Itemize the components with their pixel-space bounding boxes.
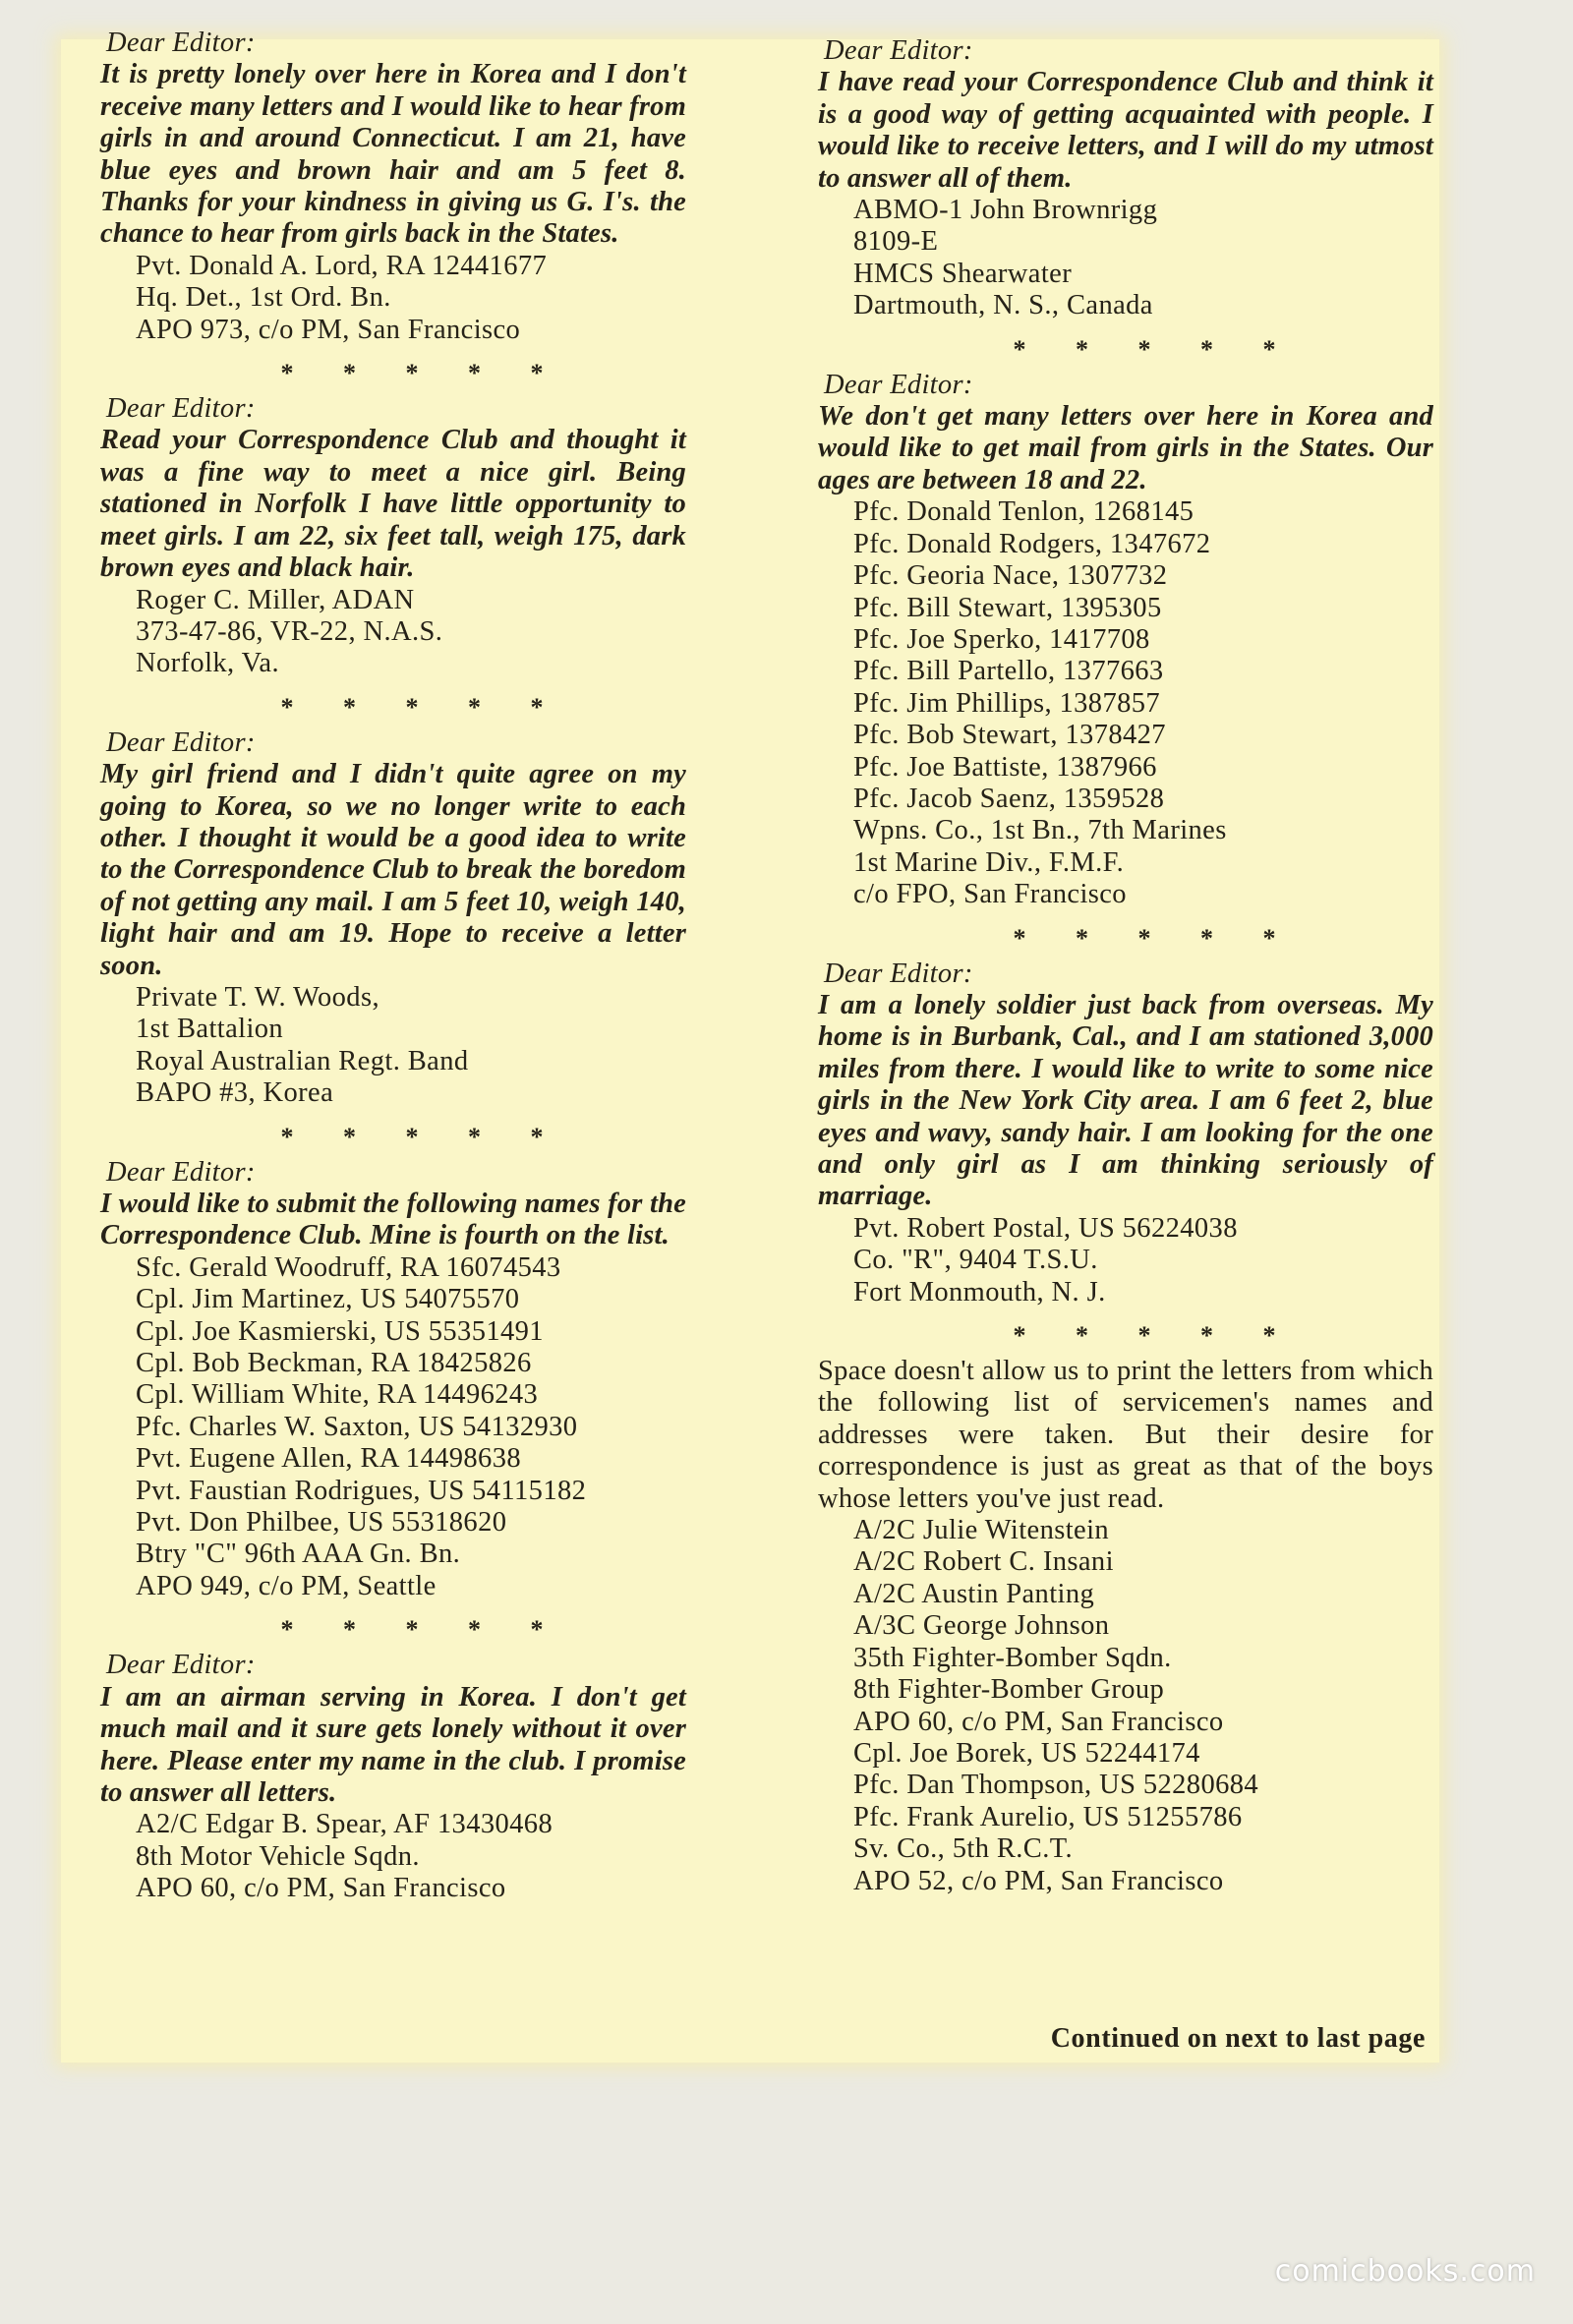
address-line: 1st Battalion (136, 1014, 284, 1045)
address-line: Cpl. Joe Kasmierski, US 55351491 (136, 1315, 544, 1347)
address-block (100, 585, 686, 680)
letter-body: My girl friend and I didn't quite agree on my going to Korea, so we no longer write to each other. I thought it would be a good idea to write to the Correspondence Club to break the boredom of not getting any mail. I am 5 feet 10, weigh 140, light hair and am 19. Hope to receive a letter soon. (100, 759, 686, 981)
right-column (818, 35, 1433, 1897)
salutation: Dear Editor: (106, 393, 256, 425)
address-line: Hq. Det., 1st Ord. Bn. (136, 282, 391, 314)
letter (100, 1650, 686, 1904)
address-line: Co. "R", 9404 T.S.U. (853, 1245, 1098, 1276)
address-line: Dartmouth, N. S., Canada (853, 290, 1153, 321)
address-line: 373-47-86, VR-22, N.A.S. (136, 615, 443, 647)
address-line: Cpl. William White, RA 14496243 (136, 1379, 539, 1411)
address-line: Pfc. Jim Phillips, 1387857 (853, 687, 1161, 719)
separator: * * * * * (280, 1122, 565, 1151)
address-line: c/o FPO, San Francisco (853, 879, 1127, 910)
address-line: Pfc. Bill Stewart, 1395305 (853, 592, 1162, 623)
address-line: 35th Fighter-Bomber Sqdn. (853, 1642, 1172, 1673)
salutation: Dear Editor: (106, 1650, 256, 1681)
address-line: A/2C Austin Panting (853, 1578, 1095, 1609)
address-block (818, 1213, 1433, 1308)
address-line: APO 52, c/o PM, San Francisco (853, 1865, 1224, 1896)
address-line: APO 973, c/o PM, San Francisco (136, 314, 521, 345)
address-line: Roger C. Miller, ADAN (136, 584, 415, 615)
editor-note: Space doesn't allow us to print the letters from which the following list of servicemen's names and addresses were taken. But their desire for correspondence is just as great as that of the boys whose letters you've just read. (818, 1356, 1433, 1514)
address-line: Cpl. Joe Borek, US 52244174 (853, 1737, 1200, 1769)
address-line: Pfc. Bob Stewart, 1378427 (853, 720, 1166, 751)
address-line: Fort Monmouth, N. J. (853, 1276, 1106, 1307)
address-block (818, 1515, 1433, 1897)
letter-body: I have read your Correspondence Club and think it is a good way of getting acquainted with people. I would like to receive letters, and I will do my utmost to answer all of them. (818, 67, 1433, 194)
salutation: Dear Editor: (824, 35, 973, 66)
address-line: Royal Australian Regt. Band (136, 1045, 469, 1076)
address-line: 1st Marine Div., F.M.F. (853, 846, 1125, 878)
address-line: APO 60, c/o PM, San Francisco (853, 1706, 1224, 1737)
address-block (818, 496, 1433, 910)
continued-note: Continued on next to last page (1050, 2023, 1426, 2054)
site-watermark: comicbooks.com (1274, 2254, 1536, 2289)
separator: * * * * * (1013, 923, 1298, 953)
address-line: Pfc. Joe Sperko, 1417708 (853, 623, 1150, 655)
letter (818, 959, 1433, 1308)
letter (100, 1157, 686, 1603)
address-line: ABMO-1 John Brownrigg (853, 195, 1158, 226)
address-line: APO 60, c/o PM, San Francisco (136, 1873, 506, 1904)
address-line: HMCS Shearwater (853, 258, 1073, 289)
address-line: Pvt. Eugene Allen, RA 14498638 (136, 1443, 521, 1475)
letter-body: Read your Correspondence Club and thought it was a fine way to meet a nice girl. Being stationed in Norfolk I have little opportunity to meet girls. I am 22, six feet tall, weigh 175, dark brown eyes and black hair. (100, 425, 686, 584)
address-line: Pvt. Don Philbee, US 55318620 (136, 1507, 507, 1539)
letter (818, 370, 1433, 911)
letter-body: We don't get many letters over here in Korea and would like to get mail from girls in the States. Our ages are between 18 and 22. (818, 401, 1433, 495)
left-column (100, 28, 686, 1905)
address-line: Pfc. Georia Nace, 1307732 (853, 560, 1168, 592)
letter (100, 28, 686, 346)
address-line: Sfc. Gerald Woodruff, RA 16074543 (136, 1251, 561, 1283)
address-line: A/2C Julie Witenstein (853, 1515, 1110, 1546)
address-line: Pfc. Bill Partello, 1377663 (853, 656, 1164, 687)
address-line: Pfc. Jacob Saenz, 1359528 (853, 783, 1165, 814)
separator: * * * * * (1013, 1321, 1298, 1351)
address-line: Pfc. Frank Aurelio, US 51255786 (853, 1801, 1243, 1832)
address-line: Pfc. Dan Thompson, US 52280684 (853, 1770, 1259, 1801)
address-block (100, 1252, 686, 1602)
address-line: Wpns. Co., 1st Bn., 7th Marines (853, 815, 1227, 846)
separator: * * * * * (280, 1615, 565, 1645)
address-line: Btry "C" 96th AAA Gn. Bn. (136, 1539, 461, 1570)
address-block (818, 195, 1433, 322)
address-block (100, 982, 686, 1110)
letter-body: I would like to submit the following names for the Correspondence Club. Mine is fourth on the list. (100, 1189, 686, 1251)
address-block (100, 1809, 686, 1904)
address-line: Sv. Co., 5th R.C.T. (853, 1833, 1073, 1865)
letter-body: I am a lonely soldier just back from overseas. My home is in Burbank, Cal., and I am stationed 3,000 miles from there. I would like to write to some nice girls in the New York City area. I am 6 feet 2, blue eyes and wavy, sandy hair. I am looking for the one and only girl as I am thinking seriously of marriage. (818, 989, 1433, 1212)
address-line: A2/C Edgar B. Spear, AF 13430468 (136, 1809, 553, 1840)
separator: * * * * * (280, 692, 565, 722)
address-line: A/2C Robert C. Insani (853, 1546, 1114, 1578)
address-line: Norfolk, Va. (136, 648, 279, 679)
salutation: Dear Editor: (106, 28, 256, 58)
address-line: BAPO #3, Korea (136, 1077, 334, 1109)
salutation: Dear Editor: (824, 369, 973, 400)
address-line: Pfc. Charles W. Saxton, US 54132930 (136, 1411, 578, 1442)
address-line: 8th Fighter-Bomber Group (853, 1674, 1165, 1706)
address-line: A/3C George Johnson (853, 1610, 1110, 1642)
address-line: 8th Motor Vehicle Sqdn. (136, 1840, 420, 1872)
letter-body: I am an airman serving in Korea. I don't get much mail and it sure gets lonely without it over here. Please enter my name in the club. I promise to answer all letters. (100, 1681, 686, 1808)
address-line: Cpl. Jim Martinez, US 54075570 (136, 1284, 520, 1315)
address-block (100, 251, 686, 346)
separator: * * * * * (280, 359, 565, 388)
address-line: Pvt. Donald A. Lord, RA 12441677 (136, 250, 548, 281)
letter (100, 727, 686, 1110)
address-line: 8109-E (853, 226, 939, 258)
salutation: Dear Editor: (824, 958, 973, 989)
address-line: Pfc. Donald Tenlon, 1268145 (853, 496, 1194, 528)
letter-body: It is pretty lonely over here in Korea and I don't receive many letters and I would like to hear from girls in and around Connecticut. I am 21, have blue eyes and brown hair and am 5 feet 8. Thanks for your kindness in giving us G. I's. the chance to hear from girls back in the States. (100, 59, 686, 250)
address-line: Pfc. Donald Rodgers, 1347672 (853, 528, 1211, 559)
address-line: Cpl. Bob Beckman, RA 18425826 (136, 1348, 532, 1379)
address-line: Pvt. Robert Postal, US 56224038 (853, 1212, 1238, 1244)
address-line: Private T. W. Woods, (136, 981, 379, 1013)
salutation: Dear Editor: (106, 726, 256, 758)
address-line: APO 949, c/o PM, Seattle (136, 1570, 437, 1601)
letter (818, 35, 1433, 322)
address-line: Pvt. Faustian Rodrigues, US 54115182 (136, 1475, 587, 1506)
address-line: Pfc. Joe Battiste, 1387966 (853, 751, 1157, 783)
letter (100, 393, 686, 680)
salutation: Dear Editor: (106, 1156, 256, 1188)
separator: * * * * * (1013, 334, 1298, 364)
